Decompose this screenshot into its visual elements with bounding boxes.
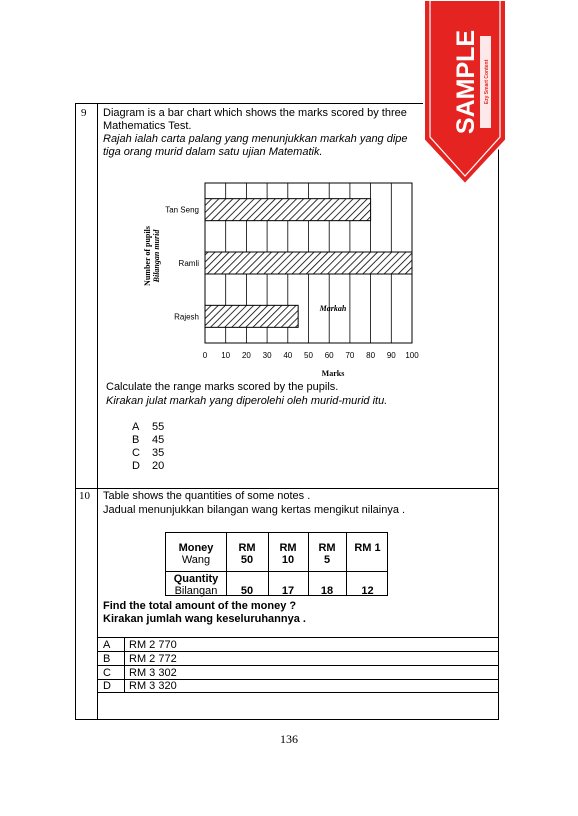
q9-option-c-letter: C — [132, 447, 140, 459]
bar-tan-seng — [205, 199, 371, 221]
x-axis-label-ms: Markah — [319, 304, 347, 313]
q9-intro-en-line2: Mathematics Test. — [103, 120, 192, 132]
q9-option-c-value[interactable]: 35 — [152, 447, 165, 459]
page-number: 136 — [280, 732, 298, 746]
question-number-10: 10 — [79, 490, 90, 502]
note-50-value: 50 — [240, 554, 254, 566]
x-tick-label: 50 — [304, 351, 313, 360]
x-axis-label: Marks — [321, 369, 345, 378]
x-tick-label: 60 — [324, 351, 334, 360]
sample-ribbon-subtext: Ezy Smart Content — [484, 59, 490, 105]
q10-option-c-value[interactable]: RM 3 302 — [129, 667, 177, 679]
q10-option-a-letter: A — [103, 639, 111, 651]
note-50-rm: RM — [238, 542, 256, 554]
q10-option-d-letter: D — [103, 680, 111, 692]
note-5-rm: RM — [318, 542, 336, 554]
sample-ribbon-text: SAMPLE — [452, 29, 480, 135]
x-tick-label: 90 — [386, 351, 396, 360]
quantity-header-ms: Bilangan — [174, 585, 218, 597]
quantity-10: 17 — [281, 585, 295, 597]
x-tick-label: 20 — [241, 351, 251, 360]
x-tick-label: 10 — [221, 351, 231, 360]
q10-option-b-letter: B — [103, 653, 111, 665]
q9-option-d-value[interactable]: 20 — [152, 460, 165, 472]
q10-option-a-value[interactable]: RM 2 770 — [129, 639, 177, 651]
money-header-en: Money — [178, 542, 214, 554]
q10-option-d-value[interactable]: RM 3 320 — [129, 680, 177, 692]
x-tick-label: 0 — [202, 351, 208, 360]
note-1-rm: RM 1 — [354, 542, 381, 554]
category-label: Rajesh — [174, 312, 199, 322]
x-tick-label: 100 — [405, 351, 419, 360]
answer-grid-line — [97, 637, 499, 638]
q10-option-b-value[interactable]: RM 2 772 — [129, 653, 177, 665]
x-tick-label: 80 — [366, 351, 376, 360]
q9-intro-en-line1: Diagram is a bar chart which shows the marks scored by three — [103, 107, 407, 119]
q9-question-ms: Kirakan julat markah yang diperolehi oleh murid-murid itu. — [106, 395, 388, 407]
q9-option-d-letter: D — [132, 460, 140, 472]
note-10-rm: RM — [279, 542, 297, 554]
bar-ramli — [205, 252, 412, 274]
q9-intro-ms-line2: tiga orang murid dalam satu ujian Matematik. — [103, 146, 323, 158]
q9-option-a-value[interactable]: 55 — [152, 421, 165, 433]
q10-option-c-letter: C — [103, 667, 111, 679]
q9-option-a-letter: A — [132, 421, 140, 433]
answer-grid-line — [97, 665, 499, 666]
answer-grid-line — [97, 692, 499, 693]
q9-intro-ms-line1: Rajah ialah carta palang yang menunjukkan markah yang dipe — [103, 133, 408, 145]
x-tick-label: 70 — [345, 351, 355, 360]
quantity-50: 50 — [240, 585, 254, 597]
answer-grid-line — [97, 651, 499, 652]
q10-intro-ms: Jadual menunjukkan bilangan wang kertas mengikut nilainya . — [103, 504, 406, 516]
quantity-header-en: Quantity — [173, 573, 219, 585]
number-column-divider — [97, 103, 98, 720]
q10-question-en: Find the total amount of the money ? — [103, 600, 297, 612]
note-5-value: 5 — [323, 554, 331, 566]
question-divider — [75, 488, 499, 489]
category-label: Ramli — [178, 259, 199, 268]
q10-question-ms: Kirakan jumlah wang keseluruhannya . — [103, 613, 306, 625]
q9-option-b-value[interactable]: 45 — [152, 434, 165, 446]
quantity-1: 12 — [361, 585, 374, 597]
bar-chart — [140, 178, 440, 378]
money-header-ms: Wang — [181, 554, 211, 566]
x-tick-label: 40 — [283, 351, 293, 360]
quantity-5: 18 — [320, 585, 334, 597]
q9-option-b-letter: B — [132, 434, 140, 446]
sample-ribbon — [422, 0, 508, 186]
q10-intro-en: Table shows the quantities of some notes . — [103, 490, 311, 502]
y-axis-label-ms: Bilangan murid — [152, 229, 161, 283]
x-tick-label: 30 — [262, 351, 272, 360]
answer-grid-divider — [124, 637, 125, 692]
category-label: Tan Seng — [165, 205, 199, 215]
notes-table — [165, 532, 388, 596]
q9-question-en: Calculate the range marks scored by the pupils. — [106, 381, 339, 393]
note-10-value: 10 — [281, 554, 295, 566]
y-axis-label: Number of pupils — [143, 226, 152, 286]
bar-rajesh — [205, 305, 298, 327]
question-number-9: 9 — [81, 107, 87, 119]
